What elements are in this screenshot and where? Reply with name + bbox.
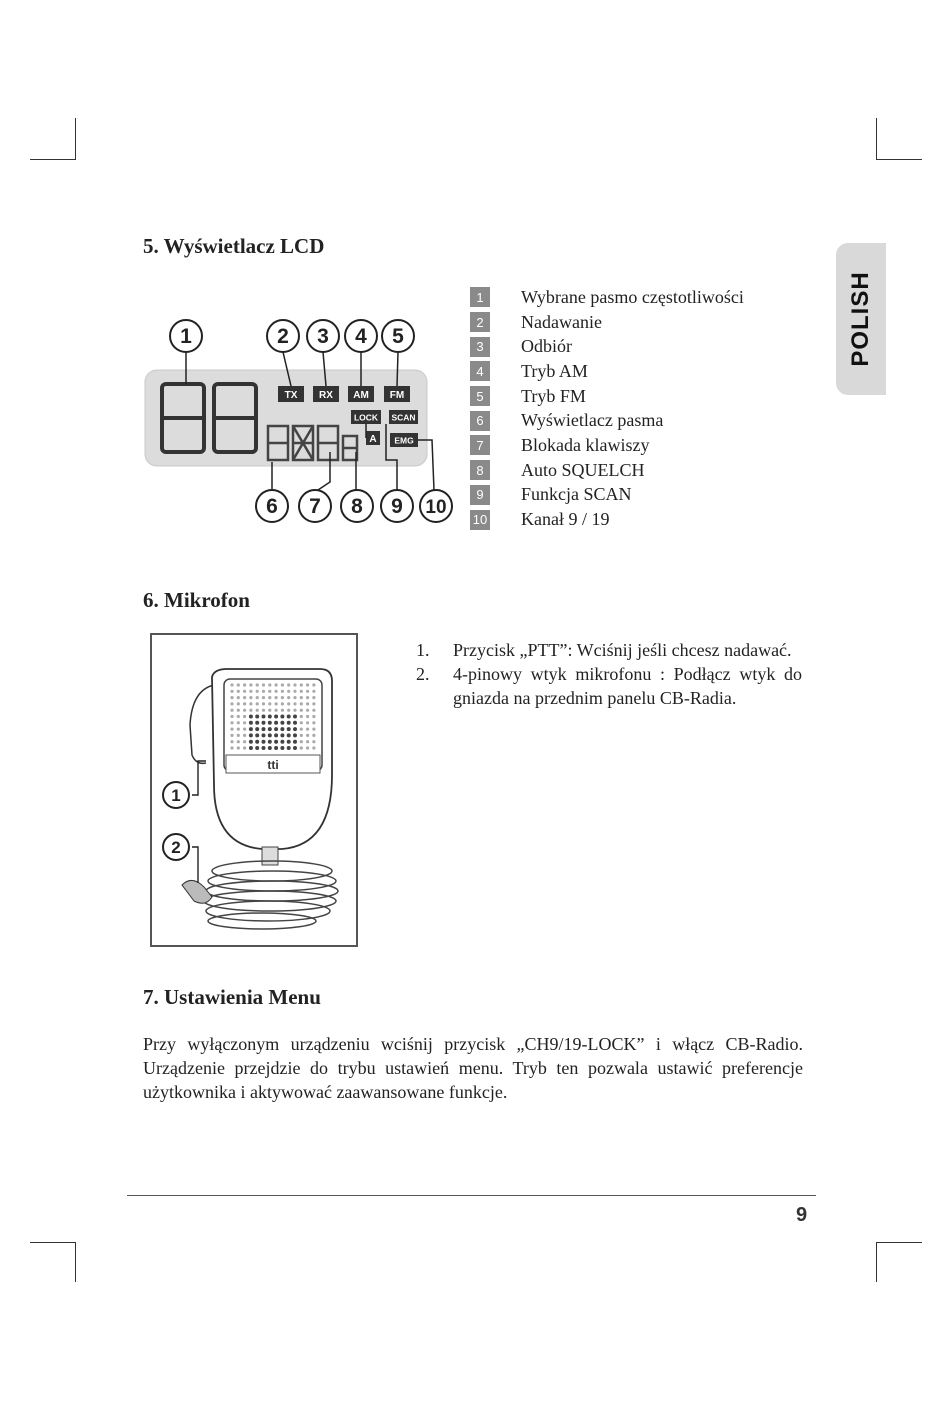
grille-dot	[312, 690, 315, 693]
grille-dot	[249, 746, 253, 750]
legend-text: Wyświetlacz pasma	[521, 410, 664, 431]
grille-dot	[312, 696, 315, 699]
grille-dot	[268, 721, 272, 725]
grille-dot	[268, 727, 272, 731]
menu-paragraph: Przy wyłączonym urządzeniu wciśnij przycisk „CH9/19-LOCK” i włącz CB-Radio. Urządzenie przejdzie do trybu ustawień menu. Tryb ten pozwala ustawić preferencje użytkownika i aktywować zaawansowane funkcje.	[143, 1034, 803, 1102]
grille-dot	[287, 733, 291, 737]
grille-dot	[230, 721, 233, 724]
grille-dot	[230, 728, 233, 731]
callout-3: 3	[317, 325, 329, 348]
grille-dot	[262, 690, 265, 693]
indicator-fm	[384, 386, 410, 402]
grille-dot	[237, 740, 240, 743]
legend-text: Wybrane pasmo częstotliwości	[521, 286, 744, 307]
grille-dot	[293, 690, 296, 693]
grille-dot	[287, 721, 291, 725]
legend-item	[470, 384, 744, 409]
legend-text: Funkcja SCAN	[521, 484, 632, 505]
list-text: 4-pinowy wtyk mikrofonu : Podłącz wtyk do gniazda na przednim panelu CB-Radia.	[453, 664, 802, 708]
grille-dot	[287, 683, 290, 686]
grille-dot	[274, 727, 278, 731]
legend-item	[470, 483, 744, 508]
svg-text:FM: FM	[389, 390, 405, 401]
grille-dot	[249, 702, 252, 705]
callout-1: 1	[180, 325, 192, 348]
grille-dot	[230, 683, 233, 686]
grille-dot	[306, 715, 309, 718]
grille-dot	[306, 734, 309, 737]
grille-dot	[312, 746, 315, 749]
grille-dot	[249, 740, 253, 744]
grille-dot	[268, 702, 271, 705]
grille-dot	[249, 709, 252, 712]
legend-number: 4	[470, 361, 490, 381]
grille-dot	[243, 728, 246, 731]
grille-dot	[274, 715, 278, 719]
grille-dot	[255, 721, 259, 725]
legend-text: Nadawanie	[521, 311, 602, 332]
grille-dot	[306, 728, 309, 731]
grille-dot	[237, 690, 240, 693]
grille-dot	[262, 709, 265, 712]
grille-dot	[280, 721, 284, 725]
section-title-mic: 6. Mikrofon	[143, 588, 250, 612]
grille-dot	[275, 696, 278, 699]
crop-mark	[75, 1242, 76, 1282]
svg-text:EMG: EMG	[394, 435, 414, 446]
list-text: Przycisk „PTT”: Wciśnij jeśli chcesz nadawać.	[453, 640, 792, 660]
section-title-menu: 7. Ustawienia Menu	[143, 985, 321, 1009]
svg-text:TX: TX	[284, 390, 298, 401]
legend-number: 9	[470, 485, 490, 505]
grille-dot	[268, 690, 271, 693]
indicator-am	[348, 386, 374, 402]
grille-dot	[300, 683, 303, 686]
grille-dot	[306, 702, 309, 705]
indicator-a	[366, 431, 380, 445]
svg-text:RX: RX	[319, 390, 333, 401]
lcd-diagram	[140, 312, 460, 527]
grille-dot	[293, 746, 297, 750]
legend-text: Auto SQUELCH	[521, 459, 645, 480]
list-item	[416, 662, 802, 710]
grille-dot	[262, 746, 266, 750]
grille-dot	[293, 702, 296, 705]
grille-dot	[243, 696, 246, 699]
microphone-illustration	[152, 635, 356, 945]
callout-9: 9	[391, 495, 403, 518]
grille-dot	[281, 702, 284, 705]
page-number: 9	[796, 1204, 808, 1226]
indicator-lock	[351, 410, 381, 424]
grille-dot	[249, 683, 252, 686]
grille-dot	[249, 696, 252, 699]
grille-dot	[306, 690, 309, 693]
svg-text:AM: AM	[353, 390, 369, 401]
grille-dot	[268, 740, 272, 744]
grille-dot	[293, 740, 297, 744]
grille-dot	[268, 733, 272, 737]
crop-mark	[876, 1242, 922, 1243]
grille-dot	[312, 734, 315, 737]
grille-dot	[287, 696, 290, 699]
grille-dot	[300, 746, 303, 749]
grille-dot	[237, 715, 240, 718]
grille-dot	[255, 746, 259, 750]
callout-5: 5	[392, 325, 404, 348]
grille-dot	[243, 734, 246, 737]
grille-dot	[249, 715, 253, 719]
mic-callout-1: 1	[171, 786, 181, 805]
grille-dot	[249, 727, 253, 731]
grille-dot	[256, 696, 259, 699]
indicator-rx	[313, 386, 339, 402]
grille-dot	[300, 696, 303, 699]
grille-dot	[274, 740, 278, 744]
legend-item	[470, 285, 744, 310]
grille-dot	[237, 734, 240, 737]
grille-dot	[280, 733, 284, 737]
grille-dot	[275, 683, 278, 686]
crop-mark	[30, 1242, 76, 1243]
grille-dot	[312, 728, 315, 731]
callout-4: 4	[355, 325, 367, 348]
callout-8: 8	[351, 495, 363, 518]
legend-number: 7	[470, 435, 490, 455]
list-item	[416, 638, 802, 662]
grille-dot	[237, 683, 240, 686]
grille-dot	[237, 721, 240, 724]
grille-dot	[280, 746, 284, 750]
grille-dot	[287, 727, 291, 731]
legend-number: 10	[470, 510, 490, 530]
legend-text: Tryb AM	[521, 360, 588, 381]
crop-mark	[876, 159, 922, 160]
grille-dot	[230, 746, 233, 749]
legend-text: Tryb FM	[521, 385, 586, 406]
mic-callout-2: 2	[171, 838, 181, 857]
indicator-tx	[278, 386, 304, 402]
grille-dot	[230, 696, 233, 699]
grille-dot	[243, 683, 246, 686]
language-tab	[836, 243, 886, 395]
grille-dot	[268, 715, 272, 719]
grille-dot	[249, 690, 252, 693]
grille-dot	[268, 683, 271, 686]
grille-dot	[243, 746, 246, 749]
callout-7: 7	[309, 495, 321, 518]
crop-mark	[75, 118, 76, 160]
grille-dot	[275, 702, 278, 705]
grille-dot	[300, 721, 303, 724]
grille-dot	[287, 715, 291, 719]
language-tab-label: POLISH	[847, 271, 874, 367]
grille-dot	[274, 721, 278, 725]
legend-item	[470, 458, 744, 483]
grille-dot	[262, 721, 266, 725]
grille-dot	[281, 683, 284, 686]
grille-dot	[230, 709, 233, 712]
grille-dot	[306, 683, 309, 686]
grille-dot	[280, 727, 284, 731]
legend-item	[470, 507, 744, 532]
list-number: 2.	[416, 664, 430, 684]
grille-dot	[243, 740, 246, 743]
grille-dot	[312, 709, 315, 712]
grille-dot	[255, 715, 259, 719]
grille-dot	[230, 740, 233, 743]
legend-number: 3	[470, 337, 490, 357]
crop-mark	[876, 118, 877, 160]
grille-dot	[243, 702, 246, 705]
crop-mark	[30, 159, 76, 160]
grille-dot	[243, 690, 246, 693]
grille-dot	[306, 740, 309, 743]
grille-dot	[256, 690, 259, 693]
grille-dot	[287, 746, 291, 750]
grille-dot	[293, 683, 296, 686]
grille-dot	[280, 740, 284, 744]
mic-description-list	[416, 638, 802, 710]
legend-number: 1	[470, 287, 490, 307]
callout-2: 2	[277, 325, 289, 348]
grille-dot	[237, 702, 240, 705]
grille-dot	[300, 702, 303, 705]
grille-dot	[262, 683, 265, 686]
grille-dot	[287, 740, 291, 744]
grille-dot	[293, 721, 297, 725]
grille-dot	[256, 702, 259, 705]
grille-dot	[274, 733, 278, 737]
grille-dot	[300, 709, 303, 712]
legend-text: Kanał 9 / 19	[521, 509, 610, 530]
grille-dot	[293, 709, 296, 712]
grille-dot	[306, 721, 309, 724]
callout-6: 6	[266, 495, 278, 518]
grille-dot	[275, 709, 278, 712]
grille-dot	[243, 721, 246, 724]
grille-dot	[230, 715, 233, 718]
grille-dot	[237, 696, 240, 699]
svg-text:LOCK: LOCK	[353, 412, 379, 423]
grille-dot	[262, 727, 266, 731]
grille-dot	[255, 733, 259, 737]
grille-dot	[249, 733, 253, 737]
svg-text:A: A	[369, 434, 377, 445]
grille-dot	[255, 727, 259, 731]
grille-dot	[293, 715, 297, 719]
grille-dot	[287, 702, 290, 705]
legend-item	[470, 334, 744, 359]
grille-dot	[275, 690, 278, 693]
legend-item	[470, 310, 744, 335]
grille-dot	[300, 740, 303, 743]
grille-dot	[293, 727, 297, 731]
grille-dot	[268, 746, 272, 750]
grille-dot	[281, 690, 284, 693]
grille-dot	[287, 709, 290, 712]
grille-dot	[237, 709, 240, 712]
mic-brand-label: tti	[267, 758, 279, 772]
indicator-emg	[390, 433, 418, 447]
legend-number: 6	[470, 411, 490, 431]
grille-dot	[306, 746, 309, 749]
legend-text: Odbiór	[521, 336, 572, 357]
grille-dot	[312, 715, 315, 718]
grille-dot	[306, 709, 309, 712]
legend-number: 8	[470, 460, 490, 480]
grille-dot	[255, 740, 259, 744]
lcd-legend	[470, 285, 744, 532]
grille-dot	[312, 683, 315, 686]
grille-dot	[312, 702, 315, 705]
grille-dot	[293, 696, 296, 699]
legend-item	[470, 433, 744, 458]
grille-dot	[268, 709, 271, 712]
microphone-figure	[150, 633, 358, 947]
callout-10: 10	[425, 497, 447, 518]
grille-dot	[300, 734, 303, 737]
legend-item	[470, 408, 744, 433]
section-title-lcd: 5. Wyświetlacz LCD	[143, 234, 325, 258]
footer-divider	[127, 1195, 816, 1196]
grille-dot	[262, 733, 266, 737]
grille-dot	[274, 746, 278, 750]
grille-dot	[280, 715, 284, 719]
grille-dot	[262, 715, 266, 719]
indicator-scan	[389, 410, 418, 424]
grille-dot	[230, 734, 233, 737]
legend-text: Blokada klawiszy	[521, 434, 650, 455]
grille-dot	[230, 690, 233, 693]
grille-dot	[300, 715, 303, 718]
grille-dot	[300, 690, 303, 693]
grille-dot	[312, 740, 315, 743]
legend-number: 5	[470, 386, 490, 406]
grille-dot	[300, 728, 303, 731]
grille-dot	[281, 696, 284, 699]
grille-dot	[293, 733, 297, 737]
grille-dot	[287, 690, 290, 693]
grille-dot	[256, 683, 259, 686]
grille-dot	[237, 728, 240, 731]
grille-dot	[249, 721, 253, 725]
grille-dot	[262, 696, 265, 699]
crop-mark	[876, 1242, 877, 1282]
grille-dot	[237, 746, 240, 749]
grille-dot	[243, 715, 246, 718]
legend-item	[470, 359, 744, 384]
grille-dot	[281, 709, 284, 712]
list-number: 1.	[416, 640, 430, 660]
grille-dot	[312, 721, 315, 724]
grille-dot	[268, 696, 271, 699]
legend-number: 2	[470, 312, 490, 332]
svg-text:SCAN: SCAN	[391, 412, 416, 423]
grille-dot	[262, 740, 266, 744]
grille-dot	[306, 696, 309, 699]
grille-dot	[256, 709, 259, 712]
grille-dot	[230, 702, 233, 705]
grille-dot	[262, 702, 265, 705]
grille-dot	[243, 709, 246, 712]
